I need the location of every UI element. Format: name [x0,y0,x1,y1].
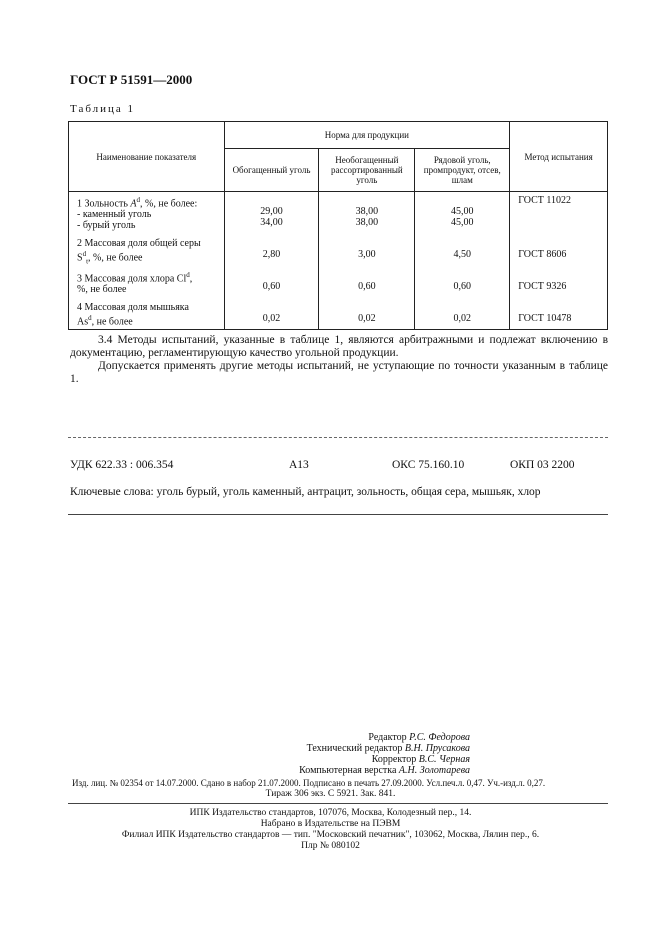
okp-code: ОКП 03 2200 [510,459,575,471]
table-row [69,236,608,268]
param-text: - каменный уголь [77,209,152,221]
value-cell: 0,02 [224,300,319,330]
method-cell: ГОСТ 8606 [510,236,608,268]
subcol-header: Необогащенный рассортированный уголь [319,149,415,192]
param-text: 2 Массовая доля общей серы [77,237,201,249]
document-header: ГОСТ Р 51591—2000 [70,72,193,87]
credit-line: Компьютерная верстка А.Н. Золотарева [299,765,470,776]
value-cell: 38,00 38,00 [319,192,415,236]
table-row [69,268,608,300]
param-text: - бурый уголь [77,220,136,232]
divider [68,514,608,515]
method-cell: ГОСТ 10478 [510,300,608,330]
divider [68,803,608,804]
value-cell: 2,80 [224,236,319,268]
param-text: 3 Массовая доля хлора Cl$^d$, [77,270,193,284]
publisher-line: Набрано в Издательстве на ПЭВМ [260,819,401,829]
publisher-line: ИПК Издательство стандартов, 107076, Москва, Колодезный пер., 14. [189,808,472,818]
table-row [69,192,608,236]
oks-code: ОКС 75.160.10 [392,459,465,471]
value-cell: 29,00 34,00 [224,192,319,236]
value-cell: 0,60 [415,268,510,300]
value-cell: 45,00 45,00 [415,192,510,236]
publication-info: Изд. лиц. № 02354 от 14.07.2000. Сдано в набор 21.07.2000. Подписано в печать 27.09.2000. Усл.печ.л. 0,47. Уч.-изд.л. 0,27. [72,778,546,788]
value-cell: 0,02 [415,300,510,330]
norms-table [68,121,608,330]
table-caption: Таблица 1 [70,103,136,115]
value-cell: 4,50 [415,236,510,268]
group-code: А13 [289,459,309,471]
method-cell: ГОСТ 11022 [510,192,608,236]
subcol-header: Обогащенный уголь [224,149,319,192]
divider [68,437,608,438]
print-run: Тираж 306 экз. С 5921. Зак. 841. [265,789,396,799]
publisher-line: Плр № 080102 [301,841,360,851]
udk-code: УДК 622.33 : 006.354 [70,459,174,471]
param-text: As$^d$, не более [77,313,133,327]
value-cell: 0,60 [224,268,319,300]
col-header-method: Метод испытания [510,122,608,192]
credit-line: Технический редактор В.Н. Прусакова [306,743,470,754]
subcol-header: Рядовой уголь, промпродукт, отсев, шлам [415,149,510,192]
value-cell: 0,02 [319,300,415,330]
param-text: 4 Массовая доля мышьяка [77,301,189,313]
paragraph-alt-methods: Допускается применять другие методы испытаний, не уступающие по точности указанным в таблице 1. [70,360,608,385]
col-header-norm: Норма для продукции [224,122,510,149]
paragraph-3-4: 3.4 Методы испытаний, указанные в таблице 1, являются арбитражными и подлежат включению в документацию, регламентирующую качество угольной продукции. [70,334,608,359]
value-cell: 3,00 [319,236,415,268]
credit-line: Редактор Р.С. Федорова [368,732,470,743]
credit-line: Корректор В.С. Черная [371,754,470,765]
publisher-line: Филиал ИПК Издательство стандартов — тип. "Московский печатник", 103062, Москва, Лялин пер., 6. [121,830,540,840]
credits-block [250,732,470,776]
keywords: Ключевые слова: уголь бурый, уголь каменный, антрацит, зольность, общая сера, мышьяк, хлор [70,486,541,498]
param-text: $S^d_t$, %, не более [77,249,143,265]
value-cell: 0,60 [319,268,415,300]
table-row [69,300,608,330]
method-cell: ГОСТ 9326 [510,268,608,300]
col-header-parameter: Наименование показателя [69,122,225,192]
param-text: 1 Зольность $A^d$, %, не более: [77,196,198,210]
param-text: %, не более [77,283,127,295]
